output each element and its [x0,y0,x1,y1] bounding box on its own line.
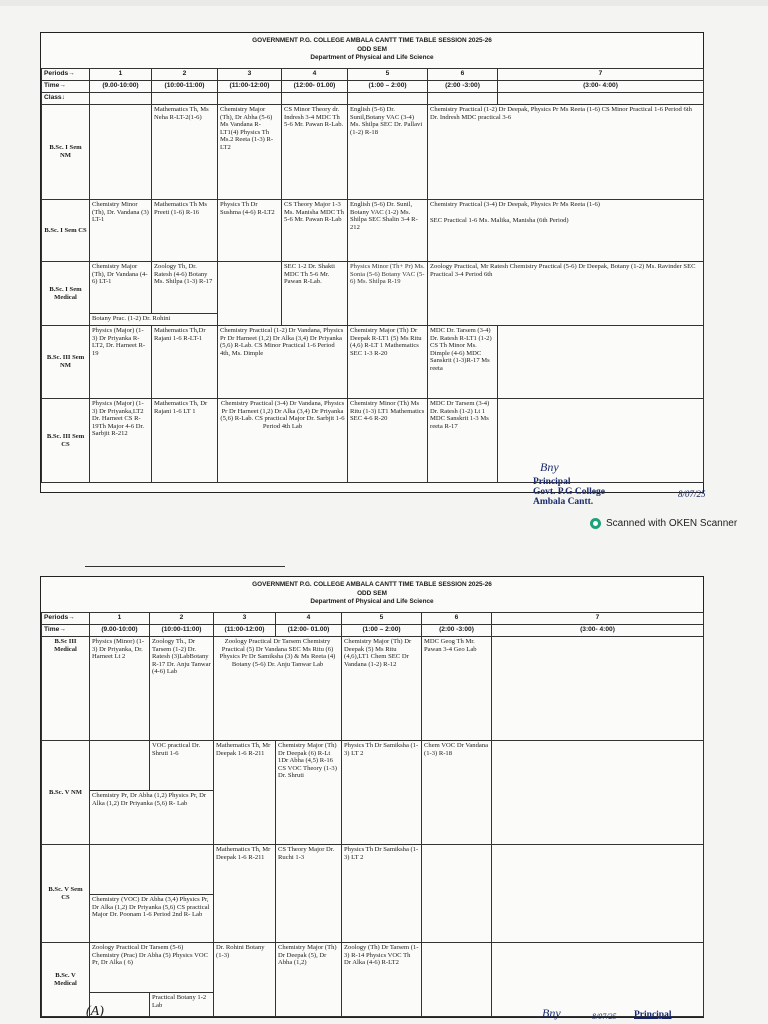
period-3: 3 [218,69,282,81]
department-label: Department of Physical and Life Science [310,54,434,61]
timetable-sheet-2 [40,576,704,1018]
timetable-sheet-1 [40,32,704,493]
cell-p2: Mathematics Th, Dr Rajani 1-6 LT 1 [152,399,218,483]
page-edge-line [85,566,285,567]
cell-p6-7: Chemistry Practical (1-2) Dr Deepak, Physics Pr Ms Reeta (1-6) CS Minor Practical 1-6 Period 6th Dr. Indresh MDC practical 3-6 [428,105,704,200]
cell-p1: Physics (Major) (1-3) Dr Priyanka R-LT2, Dr. Harneet R-19 [90,326,152,399]
time-5: (1:00 – 2:00) [348,81,428,93]
principal-college: Govt. P.G College [533,487,605,497]
cell-p7 [492,637,704,741]
handwritten-mark: (A) [86,1004,104,1019]
timetable-grid [41,68,704,483]
cell-p1: Chemistry Major (Th), Dr Vandana (4-6) LT-1 [90,262,152,314]
cell-p6: Chem VOC Dr Vandana (1-3) R-18 [422,741,492,845]
period-4: 4 [282,69,348,81]
time-7: (3:00- 4:00) [498,81,704,93]
handwritten-signature: Bny [542,1006,561,1020]
cell-line-a: Chemistry Practical (3-4) Dr Deepak, Physics Pr Ms Reeta (1-6) [430,201,600,208]
cell-p1: Physics (Minor) (1-3) Dr Priyanka, Dr. Harneet Lt 2 [90,637,150,741]
cell-p7 [498,399,704,483]
class-label: Class↓ [42,93,90,105]
cell-p6 [422,943,492,1017]
cell-p1-2-practical: Chemistry (VOC) Dr Abha (3,4) Physics Pr, Dr Alka (1,2) Dr Priyanka (5,6) CS practical Major Dr. Poonam 1-6 Period 2nd R- Lab [90,895,214,943]
period-3: 3 [214,613,276,625]
class-row [42,93,704,105]
cell-p1: Physics (Major) (1-3) Dr Priyanka,LT2 Dr. Harneet CS R-19Th Major 4-6 Dr. Sarbjit R-212 [90,399,152,483]
cell-p6: MDC Dr Tarsem (3-4) Dr. Ratesh (1-2) Lt 1 MDC Sanskrit 1-3 Ms reeta R-17 [428,399,498,483]
cell-p3-4: Zoology Practical Dr Tarsem Chemistry Practical (5) Dr Vandana SEC Ms Ritu (6) Physics Pr Dr Samiksha (3) & Ms Reeta (4) Botany (5-6) Dr. Anju Tanwar Lab [214,637,342,741]
class-name: B.Sc. V Medical [42,943,90,1017]
periods-label: Periods→ [42,613,90,625]
cell-p7 [492,741,704,845]
class-name: B.Sc. I Sem Medical [42,262,90,326]
time-4: (12:00- 01.00) [282,81,348,93]
principal-place: Ambala Cantt. [533,497,594,507]
cell-p5: English (5-6) Dr. Sunil, Botany VAC (1-2) Ms. Shilpa SEC Shalin 3-4 R-212 [348,200,428,262]
cell-p6-7: Zoology Practical, Mr Ratesh Chemistry Practical (5-6) Dr Deepak, Botany (1-2) Ms. Ravinder SEC Practical 3-4 Period 6th [428,262,704,326]
table-row [42,262,704,314]
sheet-header [41,33,703,63]
time-1: (9.00-10:00) [90,81,152,93]
cell-p4: CS Minor Theory dr. Indresh 3-4 MDC Th 5-6 Mr. Pawan R-Lab. [282,105,348,200]
time-label: Time→ [42,81,90,93]
cell-p4: Chemistry Major (Th) Dr Deepak (5), Dr Abha (1,2) [276,943,342,1017]
time-2: (10:00-11:00) [152,81,218,93]
cell-p2: Zoology Th., Dr Tarsem (1-2) Dr. Ratesh (3)LabBotany R-17 Dr. Anju Tanwar (4-6) Lab [150,637,214,741]
sheet-header [41,577,703,607]
cell-p2: Mathematics Th,Dr Rajani 1-6 R-LT-1 [152,326,218,399]
period-6: 6 [422,613,492,625]
cell-p1-2: Zoology Practical Dr Tarsem (5-6) Chemistry (Prac) Dr Abha (5) Physics VOC Pr, Dr Alka ( 6) [90,943,214,993]
semester-label: ODD SEM [357,589,387,597]
class-name: B.Sc. V Sem CS [42,845,90,943]
table-row [42,399,704,483]
table-row [42,741,704,791]
cell-p2-practical: Practical Botany 1-2 Lab [150,993,214,1017]
cell-p3: Dr. Rohini Botany (1-3) [214,943,276,1017]
table-row [42,637,704,741]
time-2: (10:00-11:00) [150,625,214,637]
time-1: (9.00-10:00) [90,625,150,637]
period-7: 7 [498,69,704,81]
class-name: B.Sc. V NM [42,741,90,845]
department-label: Department of Physical and Life Science [310,598,434,605]
period-1: 1 [90,69,152,81]
cell-p3 [218,262,282,326]
cell-p2: Zoology Th, Dr. Ratesh (4-6) Botany Ms. Shilpa (1-3) R-17 [152,262,218,314]
cell-p1-2-practical: Chemistry Pr, Dr Abha (1,2) Physics Pr, Dr Alka (1,2) Dr Priyanka (5,6) R- Lab [90,791,214,845]
time-4: (12:00- 01.00) [276,625,342,637]
cell-p5: English (5-6) Dr. Sunil,Botany VAC (3-4) Ms. Shilpa SEC Dr. Pallavi (1-2) R-18 [348,105,428,200]
cell-p5: Physics Th Dr Samiksha (1-3) LT 2 [342,845,422,943]
cell-p3-4: Chemistry Practical (1-2) Dr Vandana, Physics Pr Dr Harneet (1,2) Dr Alka (3,4) Dr Priyanka (5,6) R-Lab. CS Minor Practical 1-6 Period 4th, Ms. Dimple [218,326,348,399]
period-7: 7 [492,613,704,625]
times-row [42,81,704,93]
cell-p4: SEC 1-2 Dr. Shakti MDC Th 5-6 Mr. Pawan R-Lab. [282,262,348,326]
time-3: (11:00-12:00) [214,625,276,637]
cell-p7 [498,326,704,399]
periods-row [42,613,704,625]
cell-p3: Mathematics Th, Mr Deepak 1-6 R-211 [214,741,276,845]
class-name: B.Sc. I Sem NM [42,105,90,200]
handwritten-signature: Bny [540,460,559,474]
table-row [42,845,704,895]
cell-p7 [492,845,704,943]
cell-p2: Mathematics Th Ms Preeti (1-6) R-16 [152,200,218,262]
cell-p5: Zoology (Th) Dr Tarsem (1-3) R-14 Physics VOC Th Dr Alka (4-6) R-LT2 [342,943,422,1017]
signature-date: 8/07/25 [678,489,706,499]
signature-date: 8/07/25 [592,1012,617,1021]
cell-p5: Physics Minor (Th+ Pr) Ms. Sonia (5-6) Botany VAC (5-6) Ms. Shilpa R-19 [348,262,428,326]
cell-p1-2-practical: Botany Prac. (1-2) Dr. Rohini [90,314,218,326]
scanner-text: Scanned with OKEN Scanner [606,518,738,529]
cell-p5: Chemistry Major (Th) Dr Deepak (5) Ms Ritu (4,6),LT1 Chem SEC Dr Vandana (1-2) R-12 [342,637,422,741]
cell-p6 [422,845,492,943]
oken-scanner-icon [590,518,601,529]
time-7: (3:00- 4:00) [492,625,704,637]
cell-p3: Mathematics Th, Mr Deepak 1-6 R-211 [214,845,276,943]
period-4: 4 [276,613,342,625]
scanner-watermark [590,518,737,529]
cell-p3-4: Chemistry Practical (3-4) Dr Vandana, Physics Pr Dr Harneet (1,2) Dr Alka (3,4) Dr Priyanka (5,6) R-Lab. CS practical Major Dr. Sarbjit 1-6 Period 4th Lab [218,399,348,483]
semester-label: ODD SEM [357,45,387,53]
college-title: GOVERNMENT P.G. COLLEGE AMBALA CANTT TIME TABLE SESSION 2025-26 [252,581,492,588]
times-row [42,625,704,637]
table-row [42,326,704,399]
principal-title: Principal [533,477,571,487]
cell-p6-7 [428,200,704,262]
cell-p4: CS Theory Major Dr. Ruchi 1-3 [276,845,342,943]
period-5: 5 [342,613,422,625]
time-6: (2:00 -3:00) [428,81,498,93]
table-row [42,943,704,993]
principal-title: Principal [634,1010,672,1020]
college-title: GOVERNMENT P.G. COLLEGE AMBALA CANTT TIME TABLE SESSION 2025-26 [252,37,492,44]
timetable-grid [41,612,704,1017]
cell-p5: Chemistry Minor (Th) Ms Ritu (1-3) LT1 Mathematics SEC 4-6 R-20 [348,399,428,483]
cell-p4: CS Theory Major 1-3 Ms. Manisha MDC Th 5-6 Mr. Pawan R-Lab [282,200,348,262]
table-row [42,200,704,262]
class-name: B.Sc. III Sem CS [42,399,90,483]
cell-p6: MDC Dr. Tarsem (3-4) Dr. Ratesh R-LT1 (1-2) CS Th Minor Ms. Dimple (4-6) MDC Sanskrit (1-3)R-17 Ms reeta [428,326,498,399]
cell-p3: Chemistry Major (Th), Dr Abha (5-6) Ms Vandana R-LT1(4) Physics Th Ms.2 Reeta (1-3) R-LT2 [218,105,282,200]
class-name: B.Sc. III Sem NM [42,326,90,399]
period-2: 2 [150,613,214,625]
cell-p7 [492,943,704,1017]
cell-p4: Chemistry Major (Th) Dr Deepak (6) R-Lt 1Dr Abha (4,5) R-16 CS VOC Theory (1-3) Dr. Shruti [276,741,342,845]
page-top-edge [0,0,768,6]
periods-row [42,69,704,81]
period-6: 6 [428,69,498,81]
cell-p3: Physics Th Dr Sushma (4-6) R-LT2 [218,200,282,262]
table-row [42,105,704,200]
cell-p5: Chemistry Major (Th) Dr Deepak R-LT1 (5) Ms Ritu (4,6) R-LT 1 Mathematics SEC 1-3 R-20 [348,326,428,399]
cell-p1 [90,105,152,200]
period-1: 1 [90,613,150,625]
time-6: (2:00 -3:00) [422,625,492,637]
class-name: B.Sc. I Sem CS [42,200,90,262]
cell-p2: Mathematics Th, Ms Neha R-LT-2(1-6) [152,105,218,200]
cell-p6: MDC Geog Th Mr. Pawan 3-4 Geo Lab [422,637,492,741]
cell-p1: Chemistry Minor (Th), Dr. Vandana (3) LT-1 [90,200,152,262]
period-2: 2 [152,69,218,81]
periods-label: Periods→ [42,69,90,81]
period-5: 5 [348,69,428,81]
cell-line-b: SEC Practical 1-6 Ms. Malika, Manisha (6th Period) [430,216,569,224]
cell-p5: Physics Th Dr Samiksha (1-3) LT 2 [342,741,422,845]
class-name: B.Sc III Medical [42,637,90,741]
time-5: (1:00 – 2:00) [342,625,422,637]
cell-p2: VOC practical Dr. Shruti 1-6 [150,741,214,791]
time-label: Time→ [42,625,90,637]
time-3: (11:00-12:00) [218,81,282,93]
